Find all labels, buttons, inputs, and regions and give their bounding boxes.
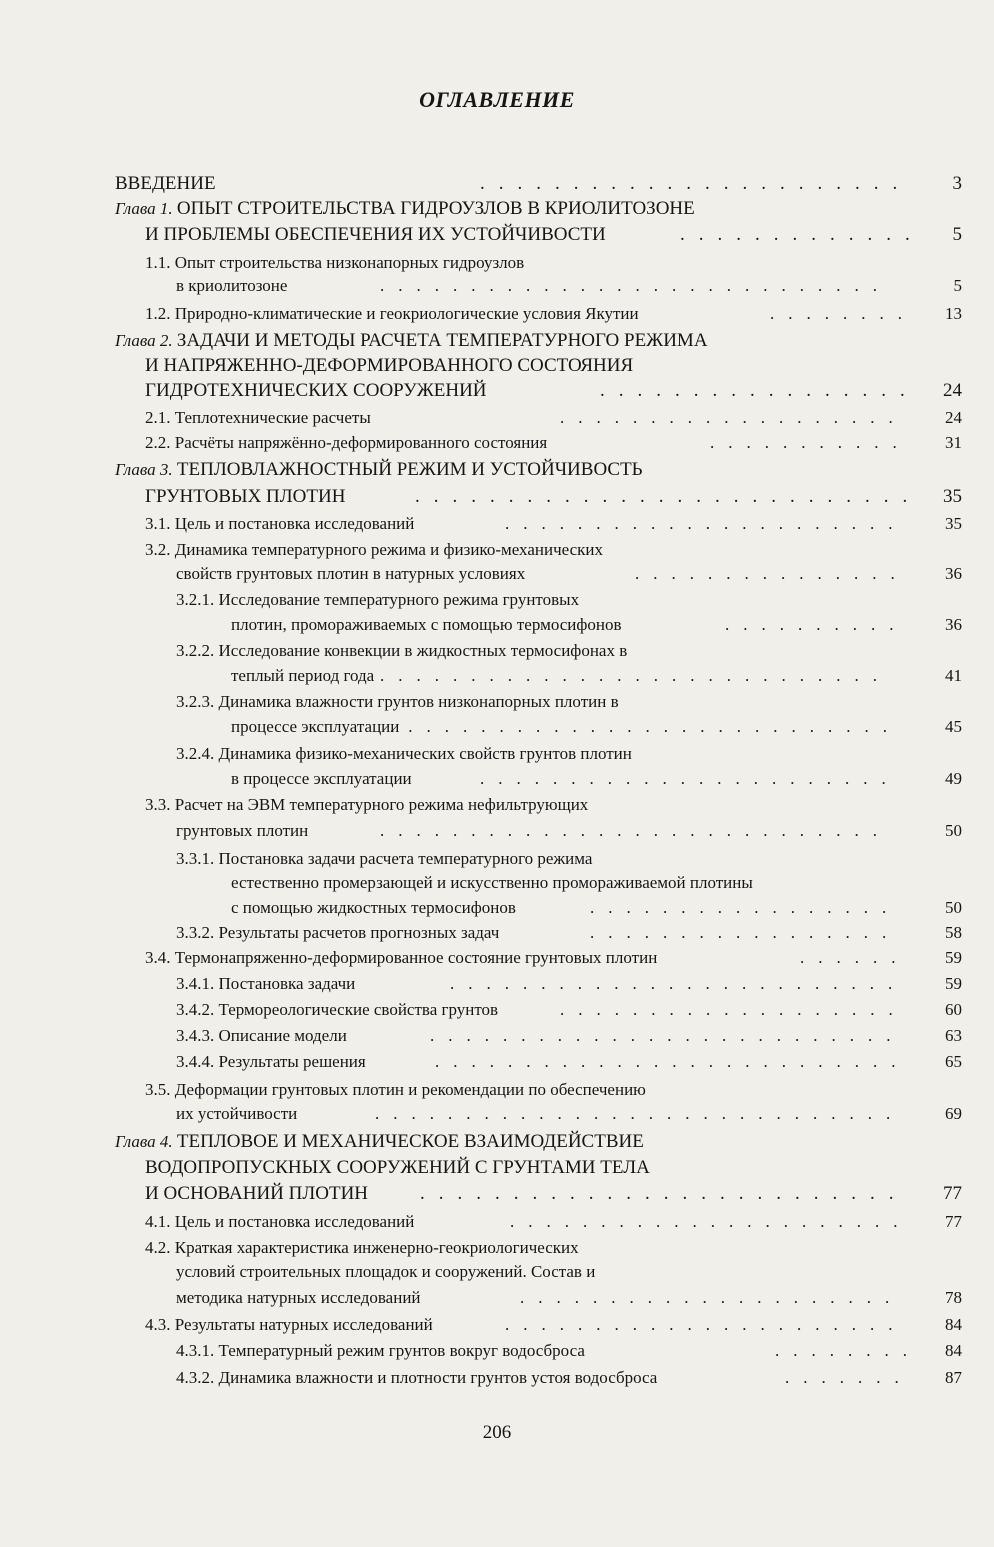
toc-entry-text xyxy=(176,275,287,297)
leader-dots: ................. xyxy=(600,380,919,401)
toc-entry-label: 1.2. Природно-климатические и геокриологические условия Якутии xyxy=(145,304,639,323)
toc-entry-text xyxy=(176,1025,347,1047)
toc-entry-page: 36 xyxy=(945,615,962,634)
leader-dots: ................... xyxy=(560,408,907,427)
toc-entry-page: 59 xyxy=(945,974,962,993)
toc-entry-text xyxy=(231,614,622,636)
leader-dots: ........... xyxy=(710,433,911,452)
toc-entry-page: 31 xyxy=(945,433,962,452)
toc-entry-label: 4.3.1. Температурный режим грунтов вокруг водосброса xyxy=(176,1341,585,1360)
toc-entry-text xyxy=(145,1237,579,1259)
leader-dots: ........ xyxy=(770,304,916,323)
toc-entry-label: плотин, промораживаемых с помощью термосифонов xyxy=(231,615,622,634)
chapter-prefix: Глава 3. xyxy=(115,460,177,479)
toc-entry-label: свойств грунтовых плотин в натурных условиях xyxy=(176,564,526,583)
leader-dots: ............................ xyxy=(380,666,891,685)
toc-entry-label: 2.2. Расчёты напряжённо-деформированного состояния xyxy=(145,433,548,452)
toc-entry-label: теплый период года xyxy=(231,666,375,685)
toc-entry-label: 4.3.2. Динамика влажности и плотности грунтов устоя водосброса xyxy=(176,1368,658,1387)
toc-entry-text xyxy=(145,303,639,325)
toc-entry-page: 60 xyxy=(945,1000,962,1019)
toc-entry-text xyxy=(145,355,633,377)
toc-entry-page: 87 xyxy=(945,1368,962,1387)
toc-entry-page: 59 xyxy=(945,948,962,967)
toc-entry-label: 4.2. Краткая характеристика инженерно-геокриологических xyxy=(145,1238,579,1257)
leader-dots: ........................... xyxy=(415,486,922,507)
toc-entry-label: процессе эксплуатации xyxy=(231,717,400,736)
toc-entry-text xyxy=(145,1314,433,1336)
toc-entry-text xyxy=(176,973,355,995)
toc-entry-text xyxy=(145,407,371,429)
leader-dots: ................. xyxy=(590,898,901,917)
toc-entry-text xyxy=(115,198,695,220)
toc-entry-page: 50 xyxy=(945,821,962,840)
leader-dots: ....................... xyxy=(480,769,900,788)
leader-dots: ................. xyxy=(590,923,901,942)
toc-entry-label: 3.2. Динамика температурного режима и физико-механических xyxy=(145,540,603,559)
toc-entry-text xyxy=(145,1211,414,1233)
leader-dots: ............................ xyxy=(380,276,891,295)
leader-dots: ...... xyxy=(800,948,910,967)
toc-entry-text xyxy=(176,589,579,611)
toc-entry-page: 50 xyxy=(945,898,962,917)
toc-entry-page: 78 xyxy=(945,1288,962,1307)
toc-entry-label: грунтовых плотин xyxy=(176,821,309,840)
toc-entry-label: условий строительных площадок и сооружений. Состав и xyxy=(176,1262,596,1281)
toc-entry-label: 3.3.2. Результаты расчетов прогнозных задач xyxy=(176,923,500,942)
toc-entry-text xyxy=(145,794,588,816)
toc-entry-text xyxy=(145,252,524,274)
toc-entry-label: 3.4. Термонапряженно-деформированное состояние грунтовых плотин xyxy=(145,948,658,967)
toc-entry-page: 58 xyxy=(945,923,962,942)
toc-entry-label: методика натурных исследований xyxy=(176,1288,421,1307)
toc-entry-page: 65 xyxy=(945,1052,962,1071)
toc-entry-label: 4.1. Цель и постановка исследований xyxy=(145,1212,415,1231)
toc-entry-text xyxy=(145,486,345,508)
toc-entry-page: 24 xyxy=(945,408,962,427)
toc-entry-text xyxy=(231,768,412,790)
toc-entry-page: 36 xyxy=(945,564,962,583)
toc-entry-page: 35 xyxy=(943,486,962,507)
leader-dots: ......................... xyxy=(450,974,907,993)
leader-dots: .......... xyxy=(725,615,908,634)
toc-entry-label: ВВЕДЕНИЕ xyxy=(115,173,216,194)
toc-entry-text xyxy=(231,897,516,919)
page-number: 206 xyxy=(482,1422,512,1443)
toc-entry-text xyxy=(145,513,414,535)
toc-entry-label: 1.1. Опыт строительства низконапорных гидроузлов xyxy=(145,253,525,272)
toc-entry-page: 24 xyxy=(943,380,962,401)
leader-dots: ...................... xyxy=(505,1315,907,1334)
toc-entry-page: 84 xyxy=(945,1341,962,1360)
toc-entry-text xyxy=(176,1287,421,1309)
leader-dots: .......................... xyxy=(430,1026,905,1045)
toc-entry-label: ВОДОПРОПУСКНЫХ СООРУЖЕНИЙ С ГРУНТАМИ ТЕЛА xyxy=(145,1157,650,1178)
toc-entry-text xyxy=(145,1183,368,1205)
leader-dots: ............................ xyxy=(380,821,891,840)
leader-dots: .......................... xyxy=(420,1183,908,1204)
toc-entry-text xyxy=(145,947,657,969)
toc-entry-label: 3.2.1. Исследование температурного режима грунтовых xyxy=(176,590,580,609)
toc-title: ОГЛАВЛЕНИЕ xyxy=(419,87,575,112)
toc-entry-page: 77 xyxy=(945,1212,962,1231)
leader-dots: ....................... xyxy=(480,173,912,194)
toc-entry-text xyxy=(115,330,708,352)
toc-entry-page: 63 xyxy=(945,1026,962,1045)
toc-entry-label: ТЕПЛОВОЕ И МЕХАНИЧЕСКОЕ ВЗАИМОДЕЙСТВИЕ xyxy=(176,1131,644,1152)
toc-entry-page: 77 xyxy=(943,1183,962,1204)
toc-entry-label: ЗАДАЧИ И МЕТОДЫ РАСЧЕТА ТЕМПЕРАТУРНОГО РЕЖИМА xyxy=(176,330,708,351)
leader-dots: ...................... xyxy=(510,1212,912,1231)
toc-entry-text xyxy=(145,224,606,246)
toc-entry-text xyxy=(145,380,487,402)
toc-entry-label: 3.4.4. Результаты решения xyxy=(176,1052,366,1071)
toc-entry-text xyxy=(176,1261,595,1283)
toc-entry-label: с помощью жидкостных термосифонов xyxy=(231,898,516,917)
leader-dots: ............................ xyxy=(390,717,901,736)
toc-entry-label: ГРУНТОВЫХ ПЛОТИН xyxy=(145,486,346,507)
toc-entry-page: 3 xyxy=(952,173,962,194)
toc-entry-text xyxy=(115,173,216,195)
toc-entry-text xyxy=(176,1103,297,1125)
toc-entry-label: И ОСНОВАНИЙ ПЛОТИН xyxy=(145,1183,369,1204)
toc-entry-text xyxy=(176,743,632,765)
toc-entry-label: 3.2.2. Исследование конвекции в жидкостных термосифонах в xyxy=(176,641,628,660)
toc-entry-page: 13 xyxy=(945,304,962,323)
toc-entry-text xyxy=(231,872,753,894)
toc-entry-label: 3.2.3. Динамика влажности грунтов низконапорных плотин в xyxy=(176,692,619,711)
leader-dots: .......................... xyxy=(435,1052,910,1071)
toc-entry-label: 3.5. Деформации грунтовых плотин и рекомендации по обеспечению xyxy=(145,1080,646,1099)
leader-dots: ............... xyxy=(635,564,909,583)
toc-entry-text xyxy=(176,820,308,842)
toc-entry-text xyxy=(176,691,619,713)
toc-entry-text xyxy=(176,999,498,1021)
toc-entry-text xyxy=(176,1340,585,1362)
toc-entry-label: 3.3. Расчет на ЭВМ температурного режима нефильтрующих xyxy=(145,795,589,814)
toc-entry-page: 5 xyxy=(952,224,962,245)
chapter-prefix: Глава 1. xyxy=(115,199,177,218)
toc-entry-page: 45 xyxy=(945,717,962,736)
toc-entry-text xyxy=(176,1051,366,1073)
toc-entry-page: 5 xyxy=(953,276,962,295)
toc-entry-text xyxy=(231,665,374,687)
toc-entry-text xyxy=(176,640,627,662)
leader-dots: ............. xyxy=(680,224,924,245)
toc-entry-label: 3.1. Цель и постановка исследований xyxy=(145,514,415,533)
toc-entry-label: И НАПРЯЖЕННО-ДЕФОРМИРОВАННОГО СОСТОЯНИЯ xyxy=(145,355,634,376)
toc-entry-text xyxy=(176,848,592,870)
toc-entry-page: 35 xyxy=(945,514,962,533)
toc-entry-text xyxy=(176,1367,657,1389)
toc-entry-page: 41 xyxy=(945,666,962,685)
toc-entry-text xyxy=(145,1157,650,1179)
chapter-prefix: Глава 2. xyxy=(115,331,177,350)
leader-dots: ............................. xyxy=(375,1104,905,1123)
toc-entry-label: ТЕПЛОВЛАЖНОСТНЫЙ РЕЖИМ И УСТОЙЧИВОСТЬ xyxy=(176,459,643,480)
leader-dots: ........ xyxy=(775,1341,921,1360)
toc-entry-text xyxy=(176,563,525,585)
toc-entry-text xyxy=(231,716,399,738)
toc-entry-label: в криолитозоне xyxy=(176,276,288,295)
toc-entry-label: 3.3.1. Постановка задачи расчета температурного режима xyxy=(176,849,593,868)
toc-entry-label: 2.1. Теплотехнические расчеты xyxy=(145,408,371,427)
toc-entry-label: 3.4.2. Термореологические свойства грунтов xyxy=(176,1000,499,1019)
toc-entry-label: 4.3. Результаты натурных исследований xyxy=(145,1315,433,1334)
toc-entry-text xyxy=(115,1131,644,1153)
toc-entry-page: 84 xyxy=(945,1315,962,1334)
toc-entry-page: 49 xyxy=(945,769,962,788)
toc-entry-text xyxy=(145,1079,646,1101)
leader-dots: ................... xyxy=(560,1000,907,1019)
toc-entry-label: 3.4.3. Описание модели xyxy=(176,1026,347,1045)
toc-entry-text xyxy=(176,922,499,944)
toc-entry-label: ОПЫТ СТРОИТЕЛЬСТВА ГИДРОУЗЛОВ В КРИОЛИТОЗОНЕ xyxy=(176,198,695,219)
toc-entry-label: 3.4.1. Постановка задачи xyxy=(176,974,356,993)
toc-entry-label: в процессе эксплуатации xyxy=(231,769,412,788)
leader-dots: ..................... xyxy=(520,1288,904,1307)
toc-entry-text xyxy=(115,459,643,481)
toc-entry-label: И ПРОБЛЕМЫ ОБЕСПЕЧЕНИЯ ИХ УСТОЙЧИВОСТИ xyxy=(145,224,606,245)
toc-entry-page: 69 xyxy=(945,1104,962,1123)
leader-dots: ....... xyxy=(785,1368,913,1387)
toc-entry-label: ГИДРОТЕХНИЧЕСКИХ СООРУЖЕНИЙ xyxy=(145,380,487,401)
leader-dots: ...................... xyxy=(505,514,907,533)
toc-entry-label: 3.2.4. Динамика физико-механических свойств грунтов плотин xyxy=(176,744,632,763)
toc-entry-label: их устойчивости xyxy=(176,1104,298,1123)
toc-entry-text xyxy=(145,432,547,454)
toc-entry-text xyxy=(145,539,603,561)
toc-entry-label: естественно промерзающей и искусственно промораживаемой плотины xyxy=(231,873,753,892)
chapter-prefix: Глава 4. xyxy=(115,1132,177,1151)
